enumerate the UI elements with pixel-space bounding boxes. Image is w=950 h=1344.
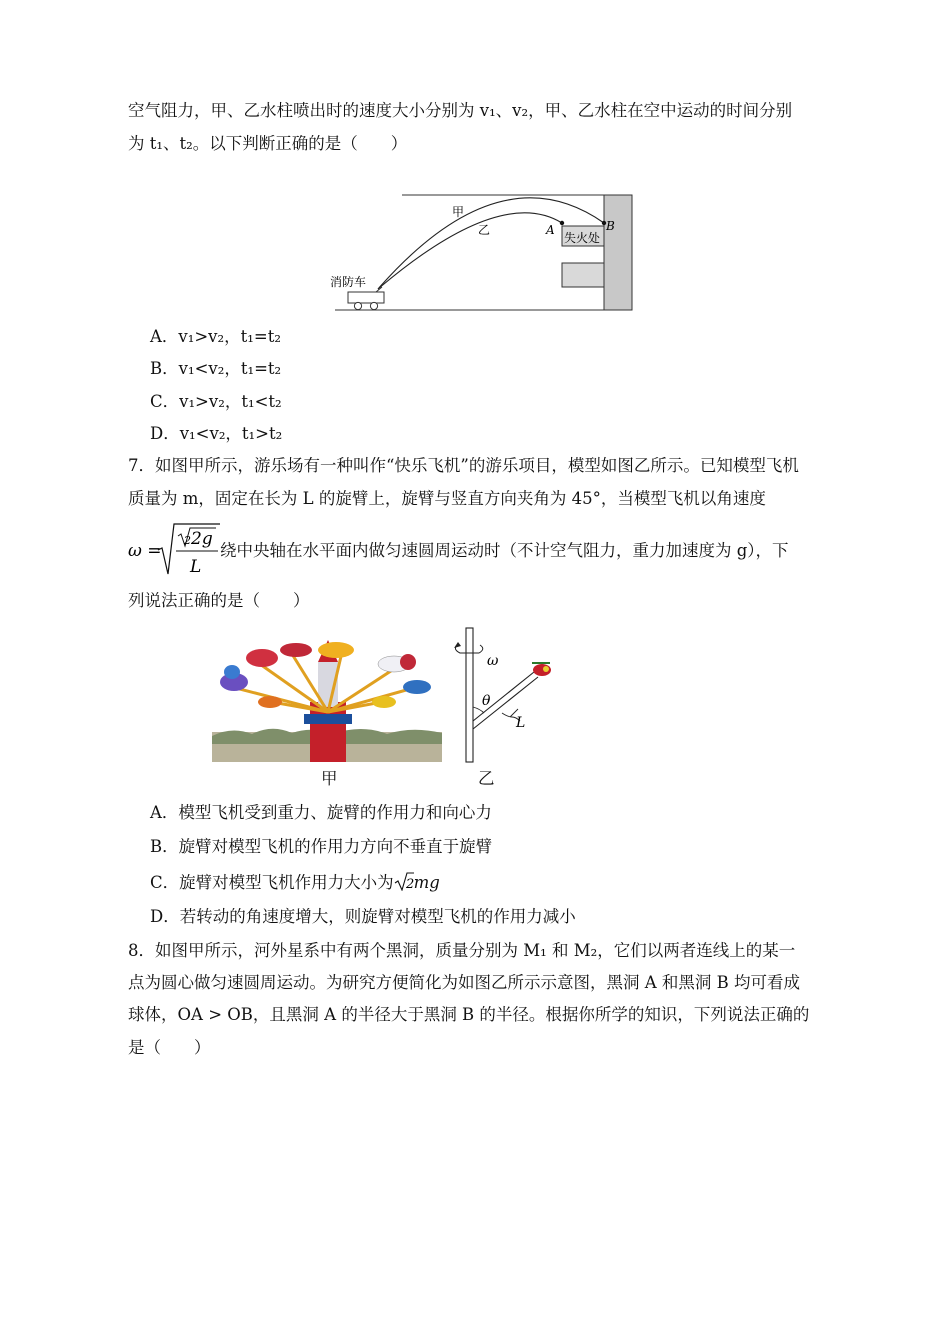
- option-math: mg: [413, 873, 440, 892]
- label-jia: 甲: [452, 205, 465, 219]
- q7-option-c[interactable]: [150, 871, 440, 894]
- q6-text-line1: 空气阻力，甲、乙水柱喷出时的速度大小分别为 v₁、v₂，甲、乙水柱在空中运动的时间分别: [128, 101, 793, 120]
- option-letter: D．: [150, 424, 180, 443]
- option-letter: A．: [150, 327, 179, 346]
- option-text: 若转动的角速度增大，则旋臂对模型飞机的作用力减小: [179, 907, 576, 926]
- label-point-a: A: [546, 223, 555, 237]
- option-text: v₁>v₂，t₁<t₂: [179, 392, 282, 411]
- q7-text-line1: 7．如图甲所示，游乐场有一种叫作“快乐飞机”的游乐项目，模型如图乙所示。已知模型飞机: [128, 456, 799, 475]
- q6-option-d[interactable]: [150, 423, 282, 445]
- option-text: 旋臂对模型飞机的作用力方向不垂直于旋臂: [178, 837, 493, 856]
- q7-text-line3: 绕中央轴在水平面内做匀速圆周运动时（不计空气阻力，重力加速度为 g），下: [220, 541, 789, 560]
- option-letter: C．: [150, 873, 180, 892]
- label-arm-length: L: [516, 715, 526, 731]
- option-letter: D．: [150, 907, 180, 926]
- svg-text:2: 2: [184, 534, 191, 547]
- q7-option-d[interactable]: [150, 906, 576, 928]
- q8-text-line1: 8．如图甲所示，河外星系中有两个黑洞，质量分别为 M₁ 和 M₂，它们以两者连线上的某一: [128, 941, 796, 960]
- option-text: 模型飞机受到重力、旋臂的作用力和向心力: [178, 803, 492, 822]
- label-point-b: B: [606, 219, 615, 233]
- q6-option-b[interactable]: [150, 358, 281, 380]
- omega-equals: ω =: [128, 541, 162, 561]
- option-letter: C．: [150, 392, 180, 411]
- q6-fire-truck-diagram: [330, 190, 640, 315]
- q6-text-line2: 为 t₁、t₂。以下判断正确的是（ ）: [128, 134, 408, 153]
- q8-text-line2: 点为圆心做匀速圆周运动。为研究方便简化为如图乙所示示意图，黑洞 A 和黑洞 B 均可看成: [128, 973, 801, 992]
- q7-option-b[interactable]: [150, 836, 492, 858]
- label-fire-truck: 消防车: [330, 275, 367, 289]
- option-text: v₁>v₂，t₁=t₂: [178, 327, 281, 346]
- option-letter: B．: [150, 837, 179, 856]
- label-fire-location: 失火处: [564, 231, 601, 245]
- option-letter: B．: [150, 359, 179, 378]
- label-yi: 乙: [478, 223, 491, 237]
- sqrt-numerator: 2g: [191, 529, 213, 549]
- q8-text-line3: 球体，OA > OB，且黑洞 A 的半径大于黑洞 B 的半径。根据你所学的知识，下列说法正确的: [128, 1005, 810, 1024]
- option-letter: A．: [150, 803, 179, 822]
- q8-text-line4: 是（ ）: [128, 1038, 211, 1057]
- figure-caption-yi: 乙: [478, 769, 495, 788]
- figure-caption-jia: 甲: [321, 769, 338, 788]
- label-theta: θ: [482, 693, 491, 709]
- q7-option-a[interactable]: [150, 802, 492, 824]
- rotating-arm-schematic: [450, 625, 560, 765]
- q7-text-line2: 质量为 m，固定在长为 L 的旋臂上，旋臂与竖直方向夹角为 45°，当模型飞机以角速度: [128, 489, 766, 508]
- amusement-ride-photo: [212, 632, 442, 764]
- label-omega: ω: [487, 653, 499, 669]
- q7-text-line4: 列说法正确的是（ ）: [128, 591, 310, 610]
- omega-formula: [128, 520, 223, 580]
- sqrt2-symbol: [394, 871, 414, 894]
- sqrt-denominator: L: [190, 557, 202, 577]
- option-text: v₁<v₂，t₁>t₂: [179, 424, 283, 443]
- q6-option-a[interactable]: [150, 326, 281, 348]
- option-text: v₁<v₂，t₁=t₂: [178, 359, 282, 378]
- svg-text:2: 2: [405, 877, 414, 891]
- option-text: 旋臂对模型飞机作用力大小为: [179, 873, 394, 892]
- q6-option-c[interactable]: [150, 391, 282, 413]
